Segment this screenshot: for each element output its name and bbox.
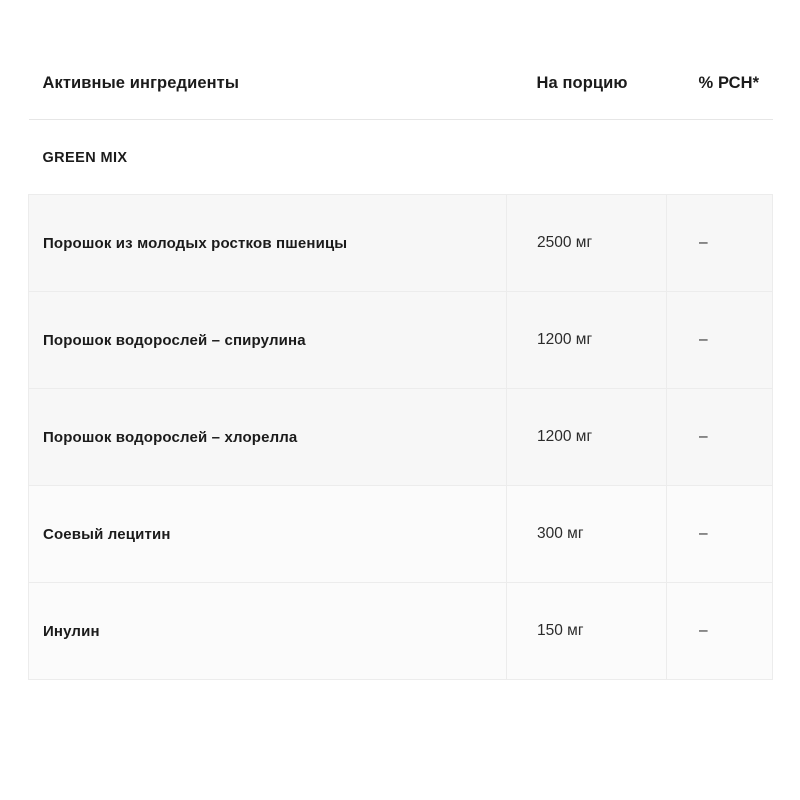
column-header-serving: На порцию: [507, 0, 667, 120]
table-row: [29, 389, 773, 486]
table-row: [29, 486, 773, 583]
ingredient-name: Порошок водорослей – хлорелла: [29, 389, 507, 486]
ingredients-table: [28, 0, 773, 680]
group-heading-row: [29, 120, 773, 195]
ingredient-rsp: –: [667, 583, 773, 680]
table-row: [29, 195, 773, 292]
ingredient-serving: 1200 мг: [507, 389, 667, 486]
ingredient-serving: 1200 мг: [507, 292, 667, 389]
table-header: [29, 0, 773, 120]
column-header-ingredients: Активные ингредиенты: [29, 0, 507, 120]
ingredient-serving: 150 мг: [507, 583, 667, 680]
ingredient-rsp: –: [667, 292, 773, 389]
ingredient-rsp: –: [667, 195, 773, 292]
ingredient-rsp: –: [667, 486, 773, 583]
column-header-rsp: % РСН*: [667, 0, 773, 120]
ingredient-name: Порошок водорослей – спирулина: [29, 292, 507, 389]
ingredient-serving: 2500 мг: [507, 195, 667, 292]
ingredient-name: Порошок из молодых ростков пшеницы: [29, 195, 507, 292]
table-row: [29, 292, 773, 389]
ingredient-rsp: –: [667, 389, 773, 486]
ingredient-serving: 300 мг: [507, 486, 667, 583]
table-row: [29, 583, 773, 680]
table-body: [29, 120, 773, 680]
ingredient-name: Инулин: [29, 583, 507, 680]
group-heading-label: GREEN MIX: [29, 120, 773, 195]
table-header-row: [29, 0, 773, 120]
ingredient-name: Соевый лецитин: [29, 486, 507, 583]
